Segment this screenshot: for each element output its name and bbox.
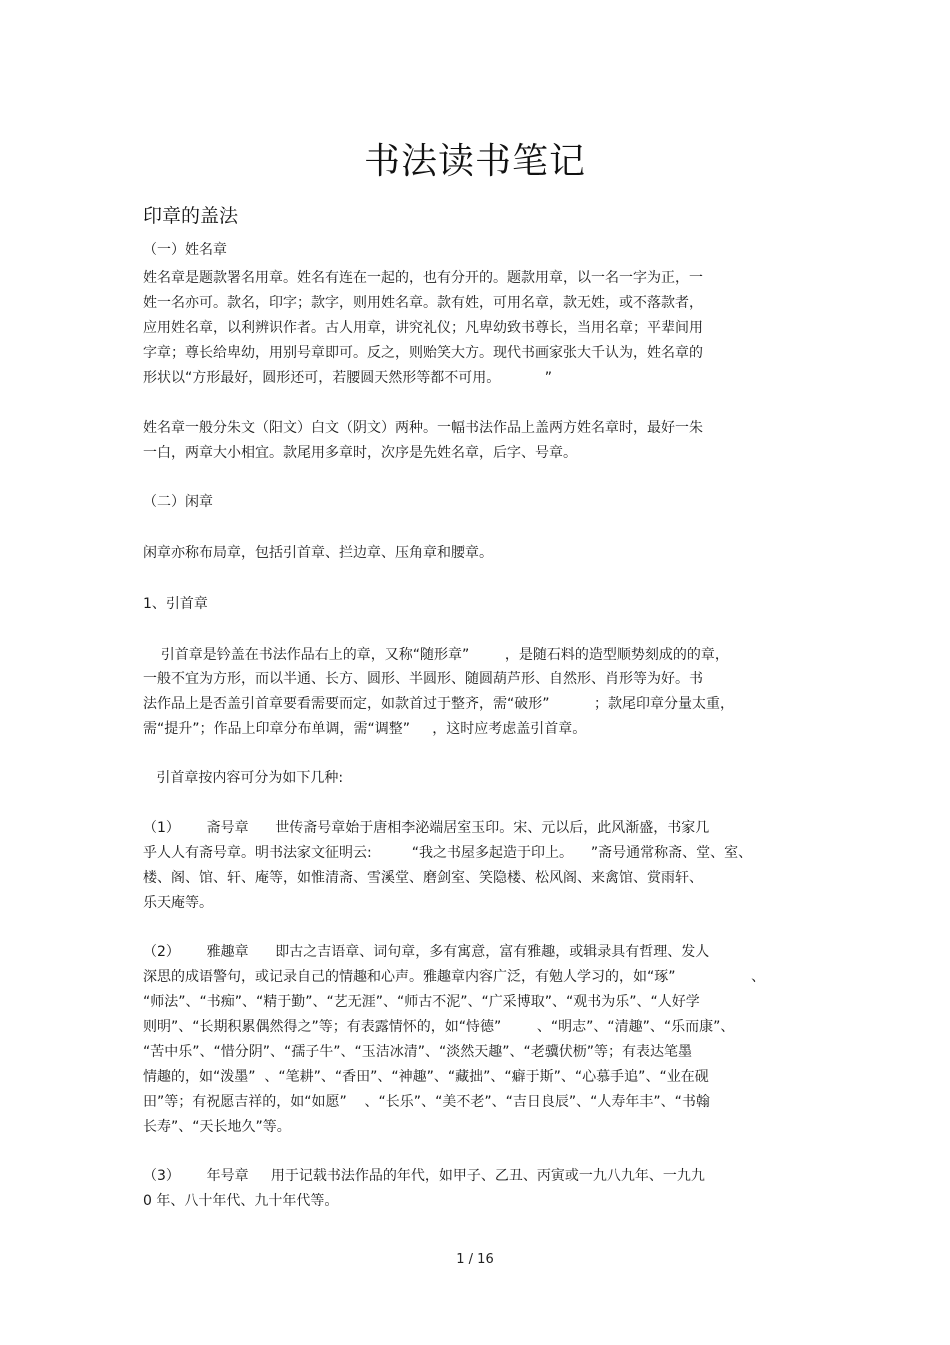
section-heading: 印章的盖法: [143, 205, 239, 227]
text-line: 0 年、八十年代、九十年代等。: [143, 1193, 339, 1209]
text-line: 一般不宜为方形，而以半通、长方、圆形、半圆形、随圆葫芦形、自然形、肖形等为好。书: [143, 671, 703, 687]
text-line: 姓名章一般分朱文（阳文）白文（阴文）两种。一幅书法作品上盖两方姓名章时，最好一朱: [143, 420, 703, 436]
text-line: 闲章亦称布局章，包括引首章、拦边章、压角章和腰章。: [143, 545, 493, 561]
text-line: 田”等；有祝愿吉祥的，如“如愿” 、“长乐”、“美不老”、“吉日良辰”、“人寿年丰”、“书翰: [143, 1094, 710, 1110]
text-line: （二）闲章: [143, 494, 213, 510]
text-line: 深思的成语警句，或记录自己的情趣和心声。雅趣章内容广泛，有勉人学习的，如“琢” 、: [143, 969, 766, 985]
text-line: 姓一名亦可。款名，印字；款字，则用姓名章。款有姓，可用名章，款无姓，或不落款者，: [143, 295, 703, 311]
text-line: 乐天庵等。: [143, 895, 213, 911]
text-line: 引首章是钤盖在书法作品右上的章，又称“随形章” ，是随石料的造型顺势刻成的的章，: [143, 647, 729, 663]
text-line: （2） 雅趣章 即古之吉语章、词句章，多有寓意，富有雅趣，或辑录具有哲理、发人: [143, 944, 710, 960]
text-line: 乎人人有斋号章。明书法家文征明云: “我之书屋多起造于印上。 ”斋号通常称斋、堂、室、: [143, 845, 753, 861]
text-line: 形状以“方形最好，圆形还可，若腰圆天然形等都不可用。 ”: [143, 370, 553, 386]
text-line: 情趣的，如“泼墨” 、“笔耕”、“香田”、“神趣”、“藏拙”、“癖于斯”、“心慕手追”、“业在砚: [143, 1069, 709, 1085]
text-line: （3） 年号章 用于记载书法作品的年代，如甲子、乙丑、丙寅或一九八九年、一九九: [143, 1168, 705, 1184]
text-line: 则明”、“长期积累偶然得之”等；有表露情怀的，如“恃德” 、“明志”、“清趣”、“乐而康”、: [143, 1019, 735, 1035]
text-line: （1） 斋号章 世传斋号章始于唐相李泌端居室玉印。宋、元以后，此风渐盛，书家几: [143, 820, 710, 836]
text-line: 长寿”、“天长地久”等。: [143, 1119, 291, 1135]
text-line: 应用姓名章，以利辨识作者。古人用章，讲究礼仪；凡卑幼致书尊长，当用名章；平辈间用: [143, 320, 703, 336]
document-title: 书法读书笔记: [363, 141, 586, 182]
text-line: 字章；尊长给卑幼，用别号章即可。反之，则贻笑大方。现代书画家张大千认为，姓名章的: [143, 345, 703, 361]
page-number: 1 / 16: [456, 1252, 494, 1267]
text-line: 姓名章是题款署名用章。姓名有连在一起的，也有分开的。题款用章，以一名一字为正，一: [143, 270, 703, 286]
text-line: （一）姓名章: [143, 242, 227, 258]
text-line: 1、引首章: [143, 596, 208, 612]
text-line: 法作品上是否盖引首章要看需要而定，如款首过于整齐，需“破形” ；款尾印章分量太重，: [143, 696, 735, 712]
text-line: “师法”、“书痴”、“精于勤”、“艺无涯”、“师古不泥”、“广采博取”、“观书为乐”、“人好学: [143, 994, 700, 1010]
text-line: 需“提升”；作品上印章分布单调，需“调整” ，这时应考虑盖引首章。: [143, 721, 587, 737]
text-line: 一白，两章大小相宜。款尾用多章时，次序是先姓名章，后字、号章。: [143, 445, 577, 461]
text-line: 引首章按内容可分为如下几种:: [143, 770, 344, 786]
text-line: “苦中乐”、“惜分阴”、“孺子牛”、“玉洁冰清”、“淡然天趣”、“老骥伏枥”等；有表达笔墨: [143, 1044, 693, 1060]
text-line: 楼、阁、馆、轩、庵等，如惟清斋、雪溪堂、磨剑室、笑隐楼、松风阁、来禽馆、赏雨轩、: [143, 870, 703, 886]
